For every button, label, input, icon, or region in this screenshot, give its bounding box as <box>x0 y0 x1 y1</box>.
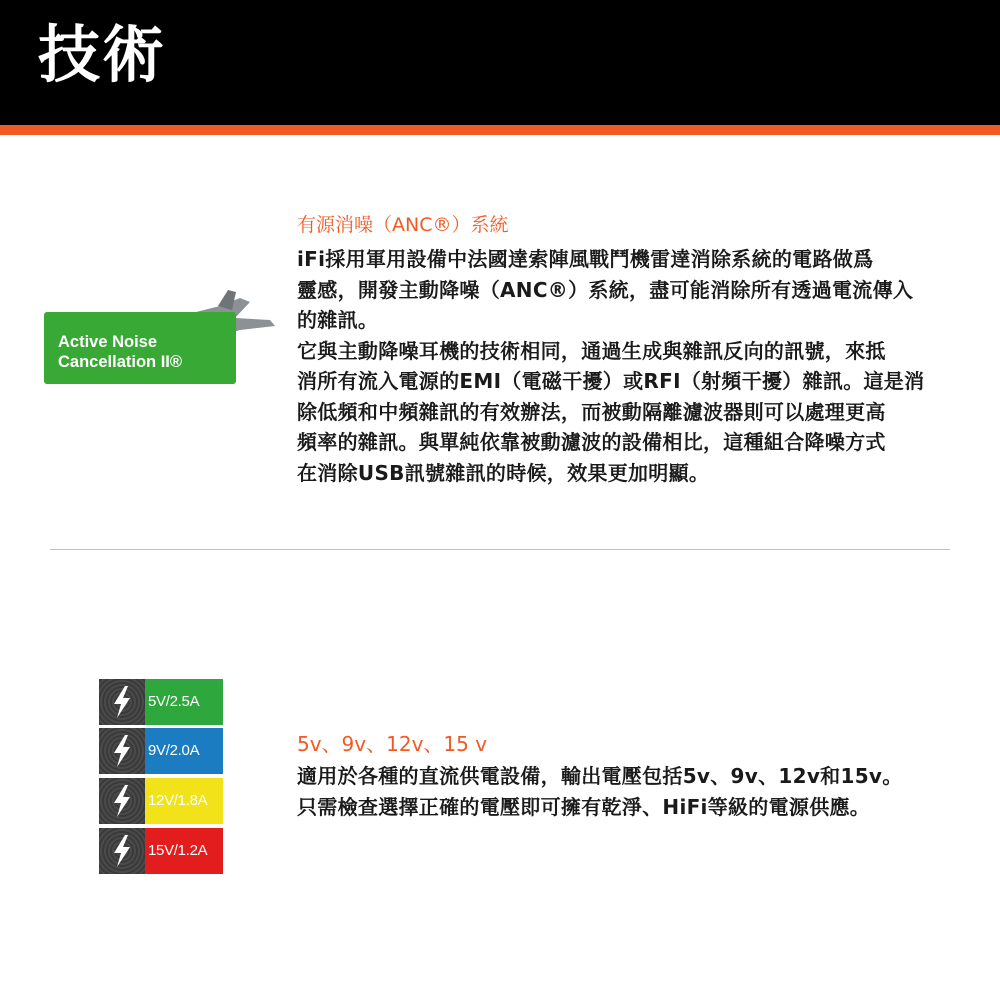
anc-line: 靈感，開發主動降噪（ANC®）系統，盡可能消除所有透過電流傳入 <box>297 277 914 302</box>
anc-badge <box>44 312 236 384</box>
voltage-label: 15V/1.2A <box>145 828 223 874</box>
voltage-section-title: 5v、9v、12v、15 v <box>297 732 488 756</box>
header-bar <box>0 0 1000 125</box>
header-accent-line <box>0 125 1000 135</box>
anc-line: 在消除USB訊號雜訊的時候，效果更加明顯。 <box>297 460 710 485</box>
anc-line: 消所有流入電源的EMI（電磁干擾）或RFI（射頻干擾）雜訊。這是消 <box>297 369 925 393</box>
anc-badge-line2: Cancellation II® <box>58 353 183 371</box>
lightning-bolt-icon <box>99 828 145 874</box>
anc-line: 的雜訊。 <box>297 308 379 332</box>
anc-line: 它與主動降噪耳機的技術相同，通過生成與雜訊反向的訊號，來抵 <box>297 338 886 363</box>
voltage-label: 5V/2.5A <box>145 679 223 725</box>
voltage-label: 9V/2.0A <box>145 728 223 774</box>
lightning-bolt-icon <box>99 679 145 725</box>
voltage-line: 只需檢查選擇正確的電壓即可擁有乾淨、HiFi等級的電源供應。 <box>297 794 871 819</box>
voltage-label: 12V/1.8A <box>145 778 223 824</box>
lightning-bolt-icon <box>99 778 145 824</box>
voltage-option-12v <box>99 778 223 824</box>
anc-badge-line1: Active Noise <box>58 333 158 351</box>
anc-line: 頻率的雜訊。與單純依靠被動濾波的設備相比，這種組合降噪方式 <box>297 430 886 454</box>
section-divider <box>50 549 950 550</box>
anc-line: 除低頻和中頻雜訊的有效辦法，而被動隔離濾波器則可以處理更高 <box>297 399 886 424</box>
voltage-option-15v <box>99 828 223 874</box>
voltage-option-9v <box>99 728 223 774</box>
anc-line: iFi採用軍用設備中法國達索陣風戰鬥機雷達消除系統的電路做爲 <box>297 247 874 271</box>
anc-description <box>297 244 924 488</box>
lightning-bolt-icon <box>99 728 145 774</box>
voltage-option-5v <box>99 679 223 725</box>
voltage-line: 適用於各種的直流供電設備，輸出電壓包括5v、9v、12v和15v。 <box>297 764 903 788</box>
anc-section-title: 有源消噪（ANC®）系統 <box>297 214 509 236</box>
page-title: 技術 <box>38 18 167 91</box>
voltage-description <box>297 761 903 822</box>
